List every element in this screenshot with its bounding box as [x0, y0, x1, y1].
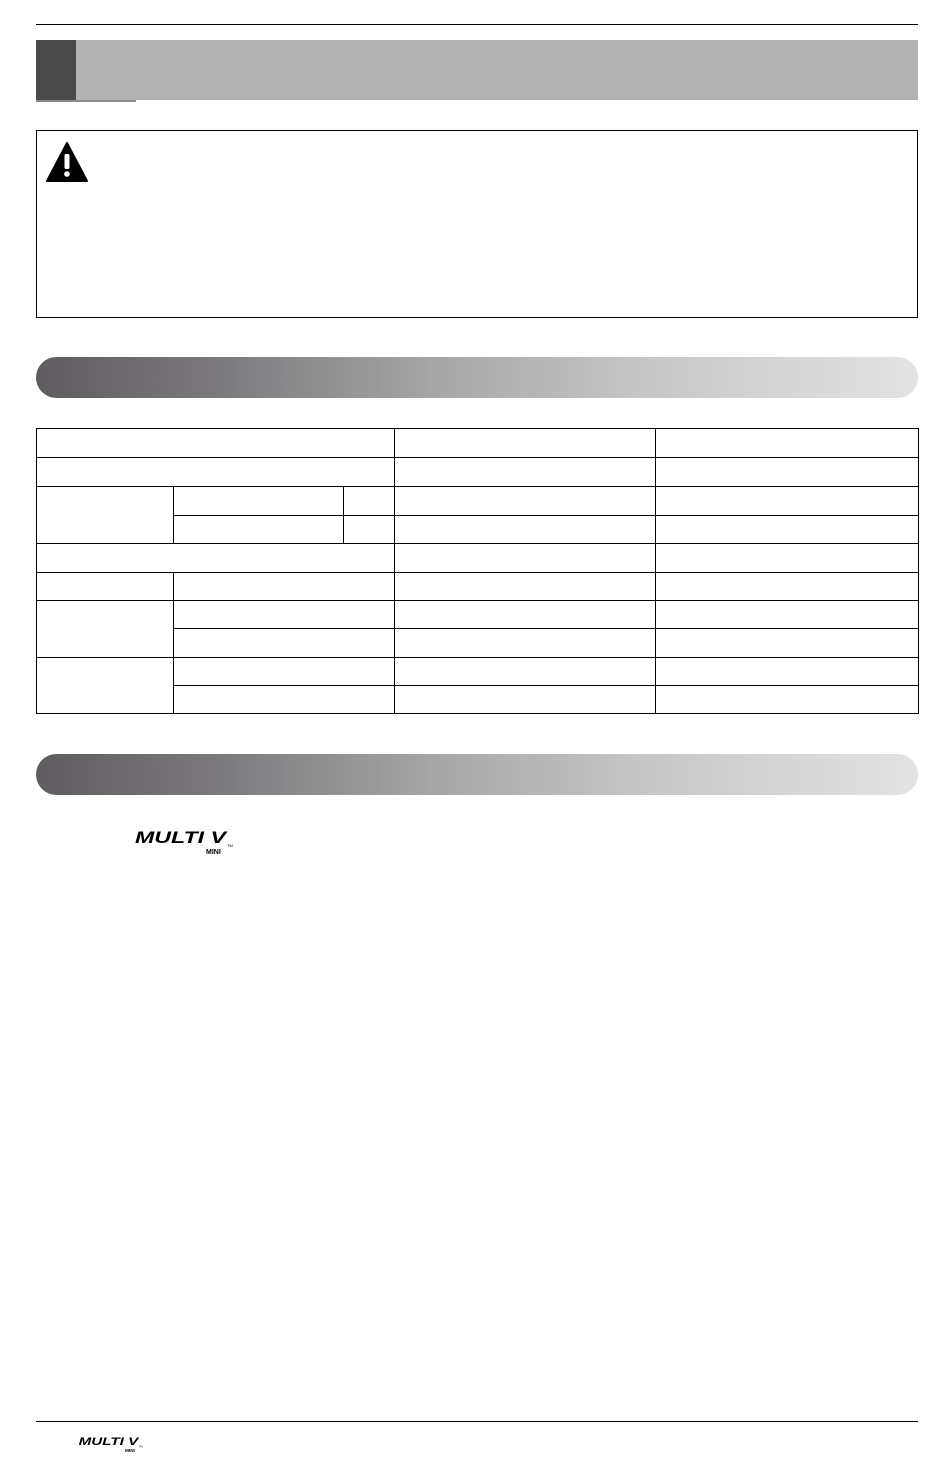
table-cell [174, 629, 395, 658]
table-cell [656, 516, 919, 544]
table-cell [37, 458, 395, 487]
table-cell [395, 516, 656, 544]
footer-logo-subtext: MINI [125, 1448, 135, 1454]
table-row [37, 658, 919, 686]
table-row [37, 487, 919, 516]
table-row [37, 544, 919, 573]
table-cell [656, 573, 919, 601]
table-cell [656, 458, 919, 487]
section-header-second [36, 754, 918, 795]
table-cell [656, 429, 919, 458]
table-cell [656, 601, 919, 629]
warning-box [36, 130, 918, 318]
table-cell [37, 544, 395, 573]
table-cell [395, 658, 656, 686]
table-cell [395, 544, 656, 573]
footer-multi-v-mini-logo [78, 1431, 150, 1455]
table-cell [395, 458, 656, 487]
logo-text: MULTI V [135, 828, 229, 847]
footer-logo-text: MULTI V [78, 1435, 141, 1448]
table-cell [174, 658, 395, 686]
table-cell [656, 487, 919, 516]
header-rule [36, 24, 918, 25]
table-cell [656, 658, 919, 686]
table-row [37, 458, 919, 487]
table-cell [395, 573, 656, 601]
table-cell [174, 573, 395, 601]
warning-triangle-icon [45, 140, 89, 184]
table-cell [37, 429, 395, 458]
table-cell [656, 686, 919, 714]
table-cell [37, 658, 174, 714]
title-underline [36, 100, 136, 102]
spec-table [36, 428, 919, 714]
table-row [37, 601, 919, 629]
table-cell [174, 686, 395, 714]
table-cell [656, 629, 919, 658]
table-cell [395, 601, 656, 629]
multi-v-mini-logo [134, 822, 244, 858]
title-bar-marker [36, 40, 76, 100]
table-cell [395, 686, 656, 714]
table-cell [174, 601, 395, 629]
table-row [37, 429, 919, 458]
table-cell [344, 487, 395, 516]
table-cell [395, 487, 656, 516]
table-cell [395, 629, 656, 658]
table-row [37, 573, 919, 601]
table-cell [395, 429, 656, 458]
table-cell [656, 544, 919, 573]
table-cell [174, 516, 344, 544]
logo-subtext: MINI [206, 849, 221, 856]
table-cell [37, 601, 174, 658]
table-cell [344, 516, 395, 544]
section-header-specs [36, 357, 918, 398]
footer-logo-tm: TM [138, 1445, 143, 1449]
footer-rule [36, 1421, 918, 1422]
table-cell [174, 487, 344, 516]
page-title-bar [36, 40, 918, 100]
table-cell [37, 487, 174, 544]
logo-tm: TM [227, 843, 233, 848]
table-cell [37, 573, 174, 601]
